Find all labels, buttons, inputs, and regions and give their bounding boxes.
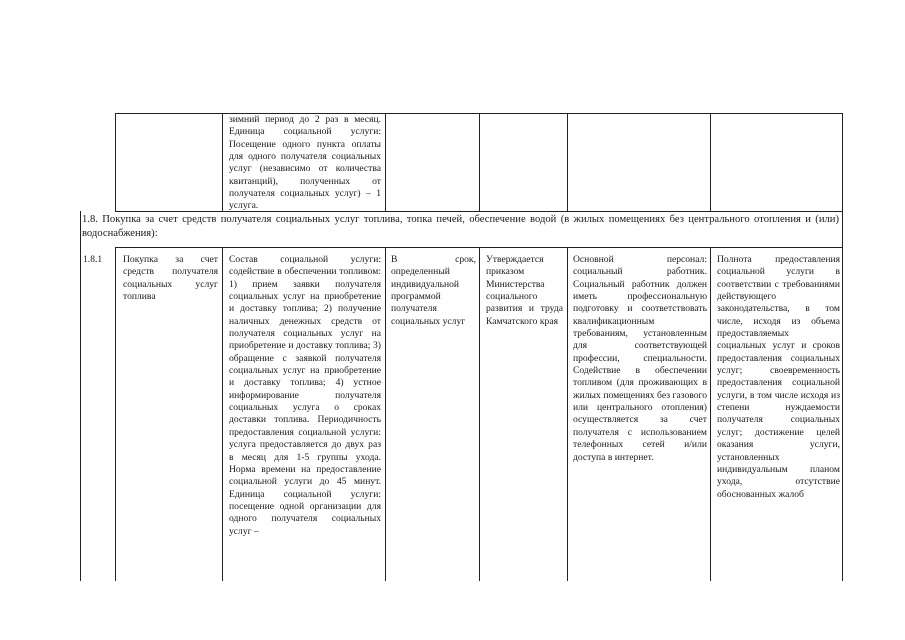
section-heading: 1.8. Покупка за счет средств получателя социальных услуг топлива, топка печей, обеспечение водой (в жилых помещениях без центрального отопления и (или) водоснабжения):: [82, 214, 839, 239]
row-number: 1.8.1: [83, 254, 103, 265]
service-tariff: Утверждается приказом Министерства социального развития и труда Камчатского края: [486, 254, 563, 327]
service-quality-indicators: Полнота предоставления социальной услуги в соответствии с требованиями действующего законодательства, в том числе, исходя из объема предоставляемых социальных услуг и сроков предоставления социальных услуг; своевременность предоставления социальной услуги, в том числе исходя из степени нуждаемости получателя социальных услуг; достижение целей оказания услуги, установленных индивидуальным планом ухода, отсутствие обоснованных жалоб: [717, 254, 840, 500]
column-border: [222, 113, 223, 211]
service-conditions: Основной персонал: социальный работник. Социальный работник должен иметь профессиональную подготовку и соответствовать квалификационным требованиям, установленным для соответствующей профессии, специальности. Содействие в обеспечении топливом (для проживающих в жилых помещениях без газового или центрального отопления) осуществляется за счет получателя с использованием телефонных сетей и/или доступа в интернет.: [573, 254, 707, 463]
service-content: Состав социальной услуги: содействие в обеспечении топливом: 1) прием заявки получателя социальных услуг на приобретение и доставку топлива; 2) получение наличных денежных средств от получателя социальных услуг на приобретение и доставку топлива; 3) обращение с заявкой получателя социальных услуг на приобретение и доставку топлива; 4) устное информирование получателя социальных услуга о сроках доставки топлива. Периодичность предоставления социальной услуги: услуга предоставляется до двух раз в месяц для 1-5 группы ухода. Норма времени на предоставление социальной услуги до 45 минут. Единица социальной услуги: посещение одной организации для одного получателя социальных услуг –: [229, 254, 381, 537]
column-border: [567, 113, 568, 211]
column-border: [80, 211, 81, 581]
column-border: [385, 247, 386, 581]
column-border: [567, 247, 568, 581]
column-border: [115, 113, 116, 211]
service-name: Покупка за счет средств получателя социальных услуг топлива: [123, 254, 218, 303]
service-term: В срок, определенный индивидуальной программой получателя социальных услуг: [391, 254, 476, 327]
column-border: [842, 113, 843, 211]
column-border: [710, 113, 711, 211]
column-border: [842, 211, 843, 581]
column-border: [479, 247, 480, 581]
row-divider-top: [115, 211, 843, 212]
column-border: [115, 247, 116, 581]
column-border: [710, 247, 711, 581]
column-border: [385, 113, 386, 211]
column-border: [222, 247, 223, 581]
column-border: [479, 113, 480, 211]
periodicity-unit-text: зимний период до 2 раз в месяц. Единица социальной услуги: Посещение одного пункта оплаты для одного получателя социальных услуг (независимо от количества квитанций), полученных от получателя социальных услуг) – 1 услуга.: [229, 114, 381, 212]
